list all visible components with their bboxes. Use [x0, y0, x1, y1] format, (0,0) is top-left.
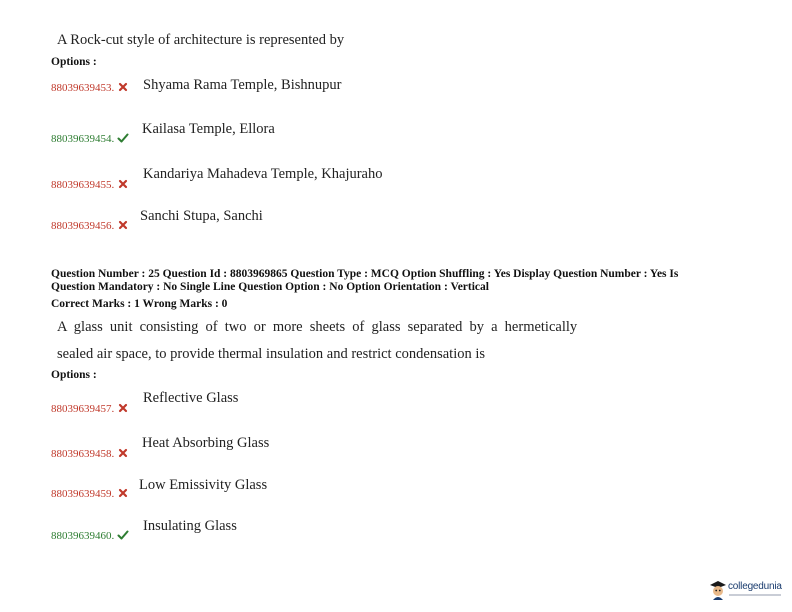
option-row	[51, 484, 129, 502]
question-25-meta-line-2: Question Mandatory : No Single Line Question Option : No Option Orientation : Vertical	[51, 281, 489, 293]
option-text: Insulating Glass	[143, 518, 237, 534]
logo-tagline	[729, 594, 781, 596]
option-text: Shyama Rama Temple, Bishnupur	[143, 77, 342, 93]
wrong-cross-icon	[117, 402, 129, 414]
options-label: Options :	[51, 369, 97, 381]
collegedunia-mascot-icon	[709, 579, 727, 601]
option-row	[51, 444, 129, 462]
correct-check-icon	[117, 529, 129, 541]
collegedunia-logo	[709, 579, 789, 603]
wrong-cross-icon	[117, 447, 129, 459]
option-row	[51, 175, 129, 193]
option-row	[51, 399, 129, 417]
option-text: Reflective Glass	[143, 390, 239, 406]
option-id: 88039639458.	[51, 448, 115, 460]
question-25-text-line-1: A glass unit consisting of two or more sheets of glass separated by a hermetically	[57, 319, 578, 335]
question-25-meta-line-1: Question Number : 25 Question Id : 8803969865 Question Type : MCQ Option Shuffling : Yes Display Question Number : Yes Is	[51, 268, 679, 280]
wrong-cross-icon	[117, 178, 129, 190]
option-row	[51, 129, 129, 147]
question-25-text-line-2: sealed air space, to provide thermal insulation and restrict condensation is	[57, 346, 486, 362]
wrong-cross-icon	[117, 487, 129, 499]
wrong-cross-icon	[117, 81, 129, 93]
option-row	[51, 78, 129, 96]
option-id: 88039639459.	[51, 488, 115, 500]
option-text: Kailasa Temple, Ellora	[142, 121, 275, 137]
option-id: 88039639454.	[51, 133, 115, 145]
option-id: 88039639457.	[51, 403, 115, 415]
option-id: 88039639455.	[51, 179, 115, 191]
options-label: Options :	[51, 56, 97, 68]
option-row	[51, 216, 129, 234]
wrong-cross-icon	[117, 219, 129, 231]
option-id: 88039639456.	[51, 220, 115, 232]
option-id: 88039639453.	[51, 82, 115, 94]
logo-text: collegedunia	[728, 581, 782, 592]
option-id: 88039639460.	[51, 530, 115, 542]
option-row	[51, 526, 129, 544]
question-25-marks: Correct Marks : 1 Wrong Marks : 0	[51, 298, 228, 310]
option-text: Kandariya Mahadeva Temple, Khajuraho	[143, 166, 383, 182]
option-text: Heat Absorbing Glass	[142, 435, 270, 451]
correct-check-icon	[117, 132, 129, 144]
option-text: Low Emissivity Glass	[139, 477, 268, 493]
option-text: Sanchi Stupa, Sanchi	[140, 208, 263, 224]
question-24-text: A Rock-cut style of architecture is represented by	[57, 32, 345, 48]
